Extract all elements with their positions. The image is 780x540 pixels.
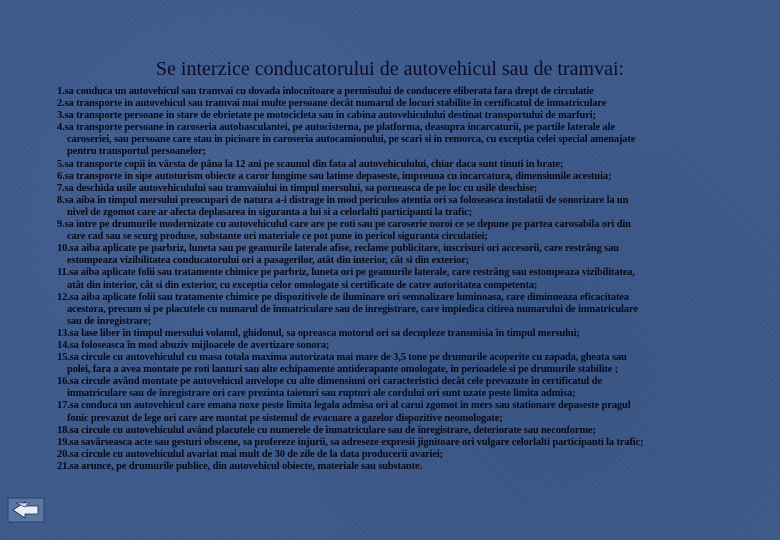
slide-title: Se interzice conducatorului de autovehicul sau de tramvai:	[155, 58, 625, 80]
rule-item	[57, 195, 765, 219]
rule-text: 16.sa circule având montate pe autovehicul anvelope cu alte dimensiuni ori caracteristici decât cele prevazute în certificatul de	[57, 376, 602, 388]
rule-item	[57, 110, 765, 122]
rule-item	[57, 122, 765, 158]
rule-text: 19.sa savârseasca acte sau gesturi obscene, sa profereze injurii, sa adreseze expresii jignitoare ori vulgare celorlalti participanti la trafic;	[57, 436, 644, 448]
rule-text: 6.sa transporte in sipe autoturism obiecte a caror lungime sau latime depaseste, impreuna cu incarcatura, dimensiunile acestuia;	[57, 170, 612, 182]
rule-text: 9.sa intre pe drumurile modernizate cu autovehiculul care are pe roti sau pe caroserie noroi ce se depune pe partea carosabila ori din	[57, 219, 631, 231]
rule-text: 5.sa transporte copii in vârsta de pâna la 12 ani pe scaunul din fata al autovehiculului, chiar daca sunt tinuti in brate;	[57, 158, 564, 170]
rule-item	[57, 86, 765, 98]
rule-text: 14.sa foloseasca în mod abuziv mijloacele de avertizare sonora;	[57, 339, 330, 351]
rule-text: 7.sa deschida usile autovehiculului sau tramvaiului in timpul mersului, sa porneasca de pe loc cu usile deschise;	[57, 182, 538, 194]
rule-text: 8.sa aiba în timpul mersului preocupari de natura a-i distrage în mod periculos atentia ori sa foloseasca instalatii de sonorizare la un	[57, 194, 629, 206]
rule-item	[57, 292, 765, 328]
rule-text: 17.sa conduca un autovehicul care emana noxe peste limita legala admisa ori al carui zgomot în mers sau stationare depaseste pragul	[57, 400, 631, 412]
rule-text: 2.sa transporte in autovehicul sau tramvai mai multe persoane decât numarul de locuri stabilite în certificatul de înmatriculare	[57, 98, 607, 110]
rule-item	[57, 183, 765, 195]
rule-item	[57, 461, 765, 473]
rule-text: 18.sa circule cu autovehiculul având placutele cu numerele de înmatriculare sau de înregistrare, deteriorate sau neconforme;	[57, 424, 596, 436]
rule-text-continuation: care cad sau se scurg produse, substante ori materiale ce pot pune in pericol siguranta circulatiei;	[67, 231, 488, 243]
rule-text: 3.sa transporte persoane in stare de ebrietate pe motocicleta sau in cabina autovehiculului destinat transportului de marfuri;	[57, 110, 596, 122]
rule-text-continuation: caroseriei, sau persoane care stau in picioare in caroseria autocamionului, pe scari si in remorca, cu exceptia celei special amenajate	[67, 134, 636, 146]
rule-text-continuation: fonic prevazut de lege ori care are montat pe sistemul de evacuare a gazelor dispozitive neomologate;	[67, 412, 503, 424]
rule-text-continuation: pentru transportul persoanelor;	[67, 146, 206, 158]
rule-item	[57, 243, 765, 267]
rule-text: 10.sa aiba aplicate pe parbriz, luneta sau pe geamurile laterale afise, reclame publicitare, inscrisuri ori accesorii, care restrâng sau	[57, 243, 619, 255]
rule-text-continuation: estompeaza vizibilitatea conducatorului ori a pasagerilor, atât din interior, cât si din exterior;	[67, 255, 470, 267]
rules-list	[57, 86, 765, 473]
rule-text: 1.sa conduca un autovehicul sau tramvai cu dovada inlocuitoare a permisului de conducere eliberata fara drept de circulatie	[57, 86, 594, 97]
rule-item	[57, 437, 765, 449]
rule-text: 11.sa aiba aplicate folii sau tratamente chimice pe parbriz, luneta ori pe geamurile laterale, care restrâng sau estompeaza vizibilitatea,	[57, 267, 635, 279]
rule-text-continuation: inmatriculare sau de inregistrare ori care prezinta taieturi sau rupturi ale cordului ori sunt uzate peste limita admisa;	[67, 388, 576, 400]
rule-text: 15.sa circule cu autovehiculul cu masa totala maxima autorizata mai mare de 3,5 tone pe drumurile acoperite cu zapada, gheata sau	[57, 352, 627, 364]
rule-text-continuation: atât din interior, cât si din exterior, cu exceptia celor omologate si certificate de catre autoritatea competenta;	[67, 279, 538, 291]
rule-item	[57, 267, 765, 291]
rule-item	[57, 400, 765, 424]
rule-item	[57, 425, 765, 437]
rule-item	[57, 219, 765, 243]
rule-item	[57, 98, 765, 110]
rule-text-continuation: nivel de zgomot care ar afecta deplasarea in siguranta a lui si a celorlalti participanti la trafic;	[67, 206, 472, 218]
rule-text-continuation: acestora, precum si pe placutele cu numarul de înmatriculare sau de inregistrare, care impiedica citirea numarului de inmatriculare	[67, 303, 638, 315]
rule-item	[57, 328, 765, 340]
rule-item	[57, 352, 765, 376]
rule-text: 12.sa aiba aplicate folii sau tratamente chimice pe dispozitivele de iluminare ori semnalizare luminoasa, care diminueaza eficacitatea	[57, 291, 629, 303]
rule-text: 4.sa transporte persoane in caroseria autobasculantei, pe autocisterna, pe platforma, deasupra incarcaturii, pe partile laterale ale	[57, 122, 615, 134]
rule-item	[57, 449, 765, 461]
rule-item	[57, 376, 765, 400]
rule-text: 13.sa lase liber în timpul mersului volanul, ghidonul, sa opreasca motorul ori sa decupleze transmisia în timpul mersului;	[57, 327, 580, 339]
rule-text: 21.sa arunce, pe drumurile publice, din autovehicul obiecte, materiale sau substante.	[57, 460, 422, 472]
rule-text-continuation: polei, fara a avea montate pe roti lanturi sau alte echipamente antiderapante omologate, în perioadele si pe drumurile stabilite ;	[67, 364, 619, 376]
rule-item	[57, 340, 765, 352]
rule-text-continuation: sau de inregistrare;	[67, 315, 152, 327]
rule-item	[57, 159, 765, 171]
rule-item	[57, 171, 765, 183]
return-arrow-icon[interactable]	[7, 497, 45, 523]
rule-text: 20.sa circule cu autovehiculul avariat mai mult de 30 de zile de la data producerii avariei;	[57, 448, 443, 460]
